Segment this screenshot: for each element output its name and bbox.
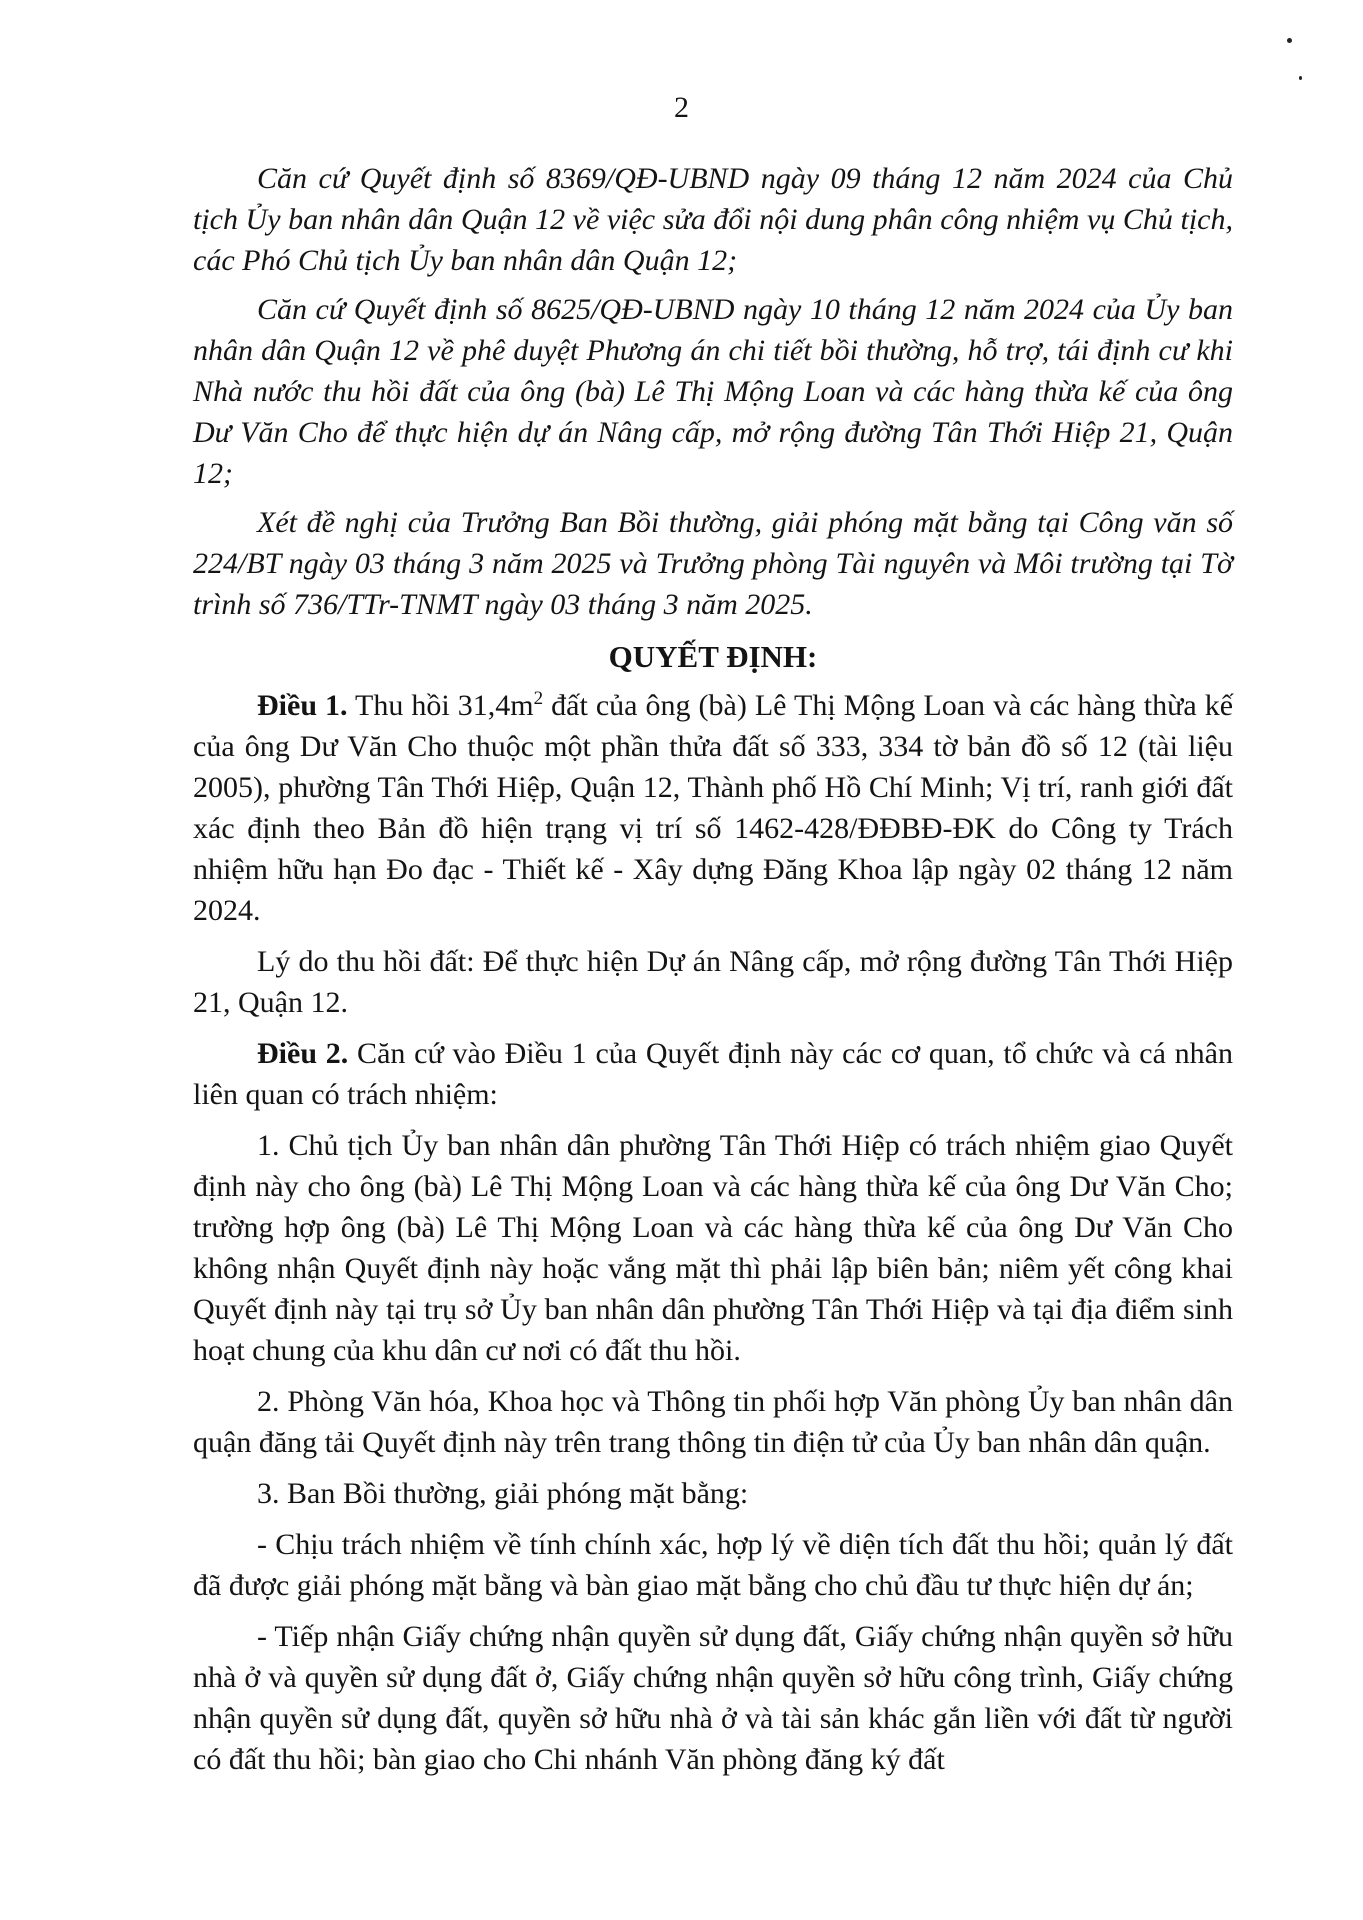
article-2-label: Điều 2.: [257, 1037, 349, 1070]
preamble-clause: Xét đề nghị của Trưởng Ban Bồi thường, giải phóng mặt bằng tại Công văn số 224/BT ngày 03 tháng 3 năm 2025 và Trưởng phòng Tài nguyên và Môi trường tại Tờ trình số 736/TTr-TNMT ngày 03 tháng 3 năm 2025.: [193, 506, 1233, 621]
scan-speck: [1287, 38, 1292, 43]
area-unit-superscript: 2: [533, 688, 544, 709]
preamble-clause: Căn cứ Quyết định số 8625/QĐ-UBND ngày 10 tháng 12 năm 2024 của Ủy ban nhân dân Quận 12 về phê duyệt Phương án chi tiết bồi thường, hỗ trợ, tái định cư khi Nhà nước thu hồi đất của ông (bà) Lê Thị Mộng Loan và các hàng thừa kế của ông Dư Văn Cho để thực hiện dự án Nâng cấp, mở rộng đường Tân Thới Hiệp 21, Quận 12;: [193, 293, 1233, 490]
article-2-intro: Căn cứ vào Điều 1 của Quyết định này các cơ quan, tổ chức và cá nhân liên quan có trách nhiệm:: [193, 1037, 1234, 1111]
article-2-subitem: - Chịu trách nhiệm về tính chính xác, hợp lý về diện tích đất thu hồi; quản lý đất đã được giải phóng mặt bằng và bàn giao mặt bằng cho chủ đầu tư thực hiện dự án;: [193, 1528, 1233, 1602]
article-2-subitem: - Tiếp nhận Giấy chứng nhận quyền sử dụng đất, Giấy chứng nhận quyền sở hữu nhà ở và quyền sử dụng đất ở, Giấy chứng nhận quyền sở hữu công trình, Giấy chứng nhận quyền sử dụng đất, quyền sở hữu nhà ở và tài sản khác gắn liền với đất từ người có đất thu hồi; bàn giao cho Chi nhánh Văn phòng đăng ký đất: [193, 1620, 1233, 1776]
document-body: [193, 158, 1233, 1790]
article-2: [193, 1033, 1233, 1115]
article-2-item: 2. Phòng Văn hóa, Khoa học và Thông tin phối hợp Văn phòng Ủy ban nhân dân quận đăng tải Quyết định này trên trang thông tin điện tử của Ủy ban nhân dân quận.: [193, 1385, 1233, 1459]
article-1-text: Thu hồi 31,4m: [347, 689, 534, 722]
article-2-item: 1. Chủ tịch Ủy ban nhân dân phường Tân Thới Hiệp có trách nhiệm giao Quyết định này cho ông (bà) Lê Thị Mộng Loan và các hàng thừa kế của ông Dư Văn Cho; trường hợp ông (bà) Lê Thị Mộng Loan và các hàng thừa kế của ông Dư Văn Cho không nhận Quyết định này hoặc vắng mặt thì phải lập biên bản; niêm yết công khai Quyết định này tại trụ sở Ủy ban nhân dân phường Tân Thới Hiệp và tại địa điểm sinh hoạt chung của khu dân cư nơi có đất thu hồi.: [193, 1129, 1233, 1367]
article-1: [193, 685, 1233, 931]
article-1-label: Điều 1.: [257, 689, 348, 722]
page-number: 2: [674, 91, 689, 124]
article-1-reason: Lý do thu hồi đất: Để thực hiện Dự án Nâng cấp, mở rộng đường Tân Thới Hiệp 21, Quận 12.: [193, 945, 1233, 1019]
scan-speck: [1299, 76, 1302, 80]
article-2-item: 3. Ban Bồi thường, giải phóng mặt bằng:: [257, 1477, 749, 1510]
decision-heading: QUYẾT ĐỊNH:: [608, 639, 818, 674]
article-1-text-cont: đất của ông (bà) Lê Thị Mộng Loan và các hàng thừa kế của ông Dư Văn Cho thuộc một phần thửa đất số 333, 334 tờ bản đồ số 12 (tài liệu 2005), phường Tân Thới Hiệp, Quận 12, Thành phố Hồ Chí Minh; Vị trí, ranh giới đất xác định theo Bản đồ hiện trạng vị trí số 1462-428/ĐĐBĐ-ĐK do Công ty Trách nhiệm hữu hạn Đo đạc - Thiết kế - Xây dựng Đăng Khoa lập ngày 02 tháng 12 năm 2024.: [193, 689, 1234, 927]
preamble-clause: Căn cứ Quyết định số 8369/QĐ-UBND ngày 09 tháng 12 năm 2024 của Chủ tịch Ủy ban nhân dân Quận 12 về việc sửa đổi nội dung phân công nhiệm vụ Chủ tịch, các Phó Chủ tịch Ủy ban nhân dân Quận 12;: [193, 162, 1233, 277]
